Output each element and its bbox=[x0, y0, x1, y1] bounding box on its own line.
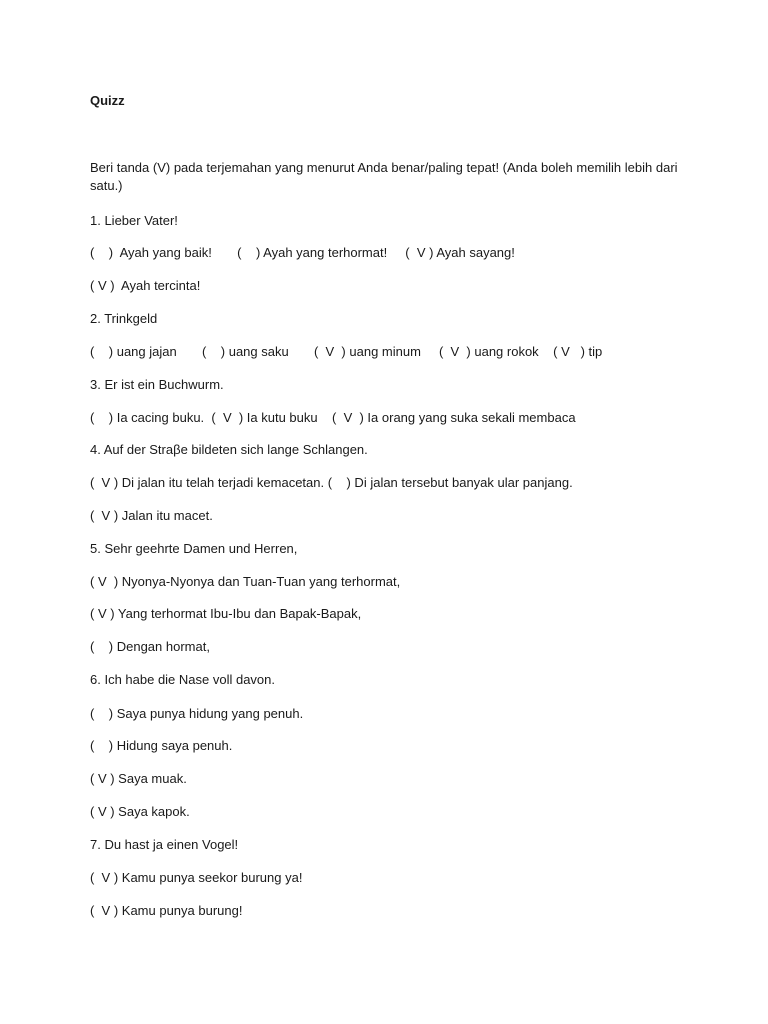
question-3: 3. Er ist ein Buchwurm. bbox=[90, 377, 224, 392]
question-1: 1. Lieber Vater! bbox=[90, 213, 178, 228]
answer-line: ( V ) Yang terhormat Ibu-Ibu dan Bapak-Bapak, bbox=[90, 606, 362, 621]
answer-line: ( V ) Di jalan itu telah terjadi kemacetan. ( ) Di jalan tersebut banyak ular panjang. bbox=[90, 475, 573, 490]
answer-line: ( ) uang jajan ( ) uang saku ( V ) uang minum ( V ) uang rokok ( V ) tip bbox=[90, 344, 603, 359]
answer-line: ( ) Ia cacing buku. ( V ) Ia kutu buku ( V ) Ia orang yang suka sekali membaca bbox=[90, 410, 576, 425]
answer-line: ( ) Hidung saya penuh. bbox=[90, 738, 233, 753]
question-2: 2. Trinkgeld bbox=[90, 311, 158, 326]
answer-line: ( V ) Saya kapok. bbox=[90, 804, 190, 819]
answer-line: ( V ) Kamu punya burung! bbox=[90, 903, 243, 918]
question-5: 5. Sehr geehrte Damen und Herren, bbox=[90, 541, 298, 556]
answer-line: ( ) Dengan hormat, bbox=[90, 639, 210, 654]
instruction-text: Beri tanda (V) pada terjemahan yang menurut Anda benar/paling tepat! (Anda boleh memilih lebih dari satu.) bbox=[90, 160, 678, 193]
question-4: 4. Auf der Straβe bildeten sich lange Schlangen. bbox=[90, 442, 368, 457]
question-6: 6. Ich habe die Nase voll davon. bbox=[90, 672, 276, 687]
question-7: 7. Du hast ja einen Vogel! bbox=[90, 837, 239, 852]
answer-line: ( ) Ayah yang baik! ( ) Ayah yang terhormat! ( V ) Ayah sayang! bbox=[90, 245, 515, 260]
answer-line: ( V ) Nyonya-Nyonya dan Tuan-Tuan yang terhormat, bbox=[90, 574, 401, 589]
answer-line: ( ) Saya punya hidung yang penuh. bbox=[90, 706, 304, 721]
answer-line: ( V ) Ayah tercinta! bbox=[90, 278, 201, 293]
answer-line: ( V ) Kamu punya seekor burung ya! bbox=[90, 870, 303, 885]
answer-line: ( V ) Jalan itu macet. bbox=[90, 508, 213, 523]
answer-line: ( V ) Saya muak. bbox=[90, 771, 187, 786]
document-title: Quizz bbox=[90, 93, 125, 108]
